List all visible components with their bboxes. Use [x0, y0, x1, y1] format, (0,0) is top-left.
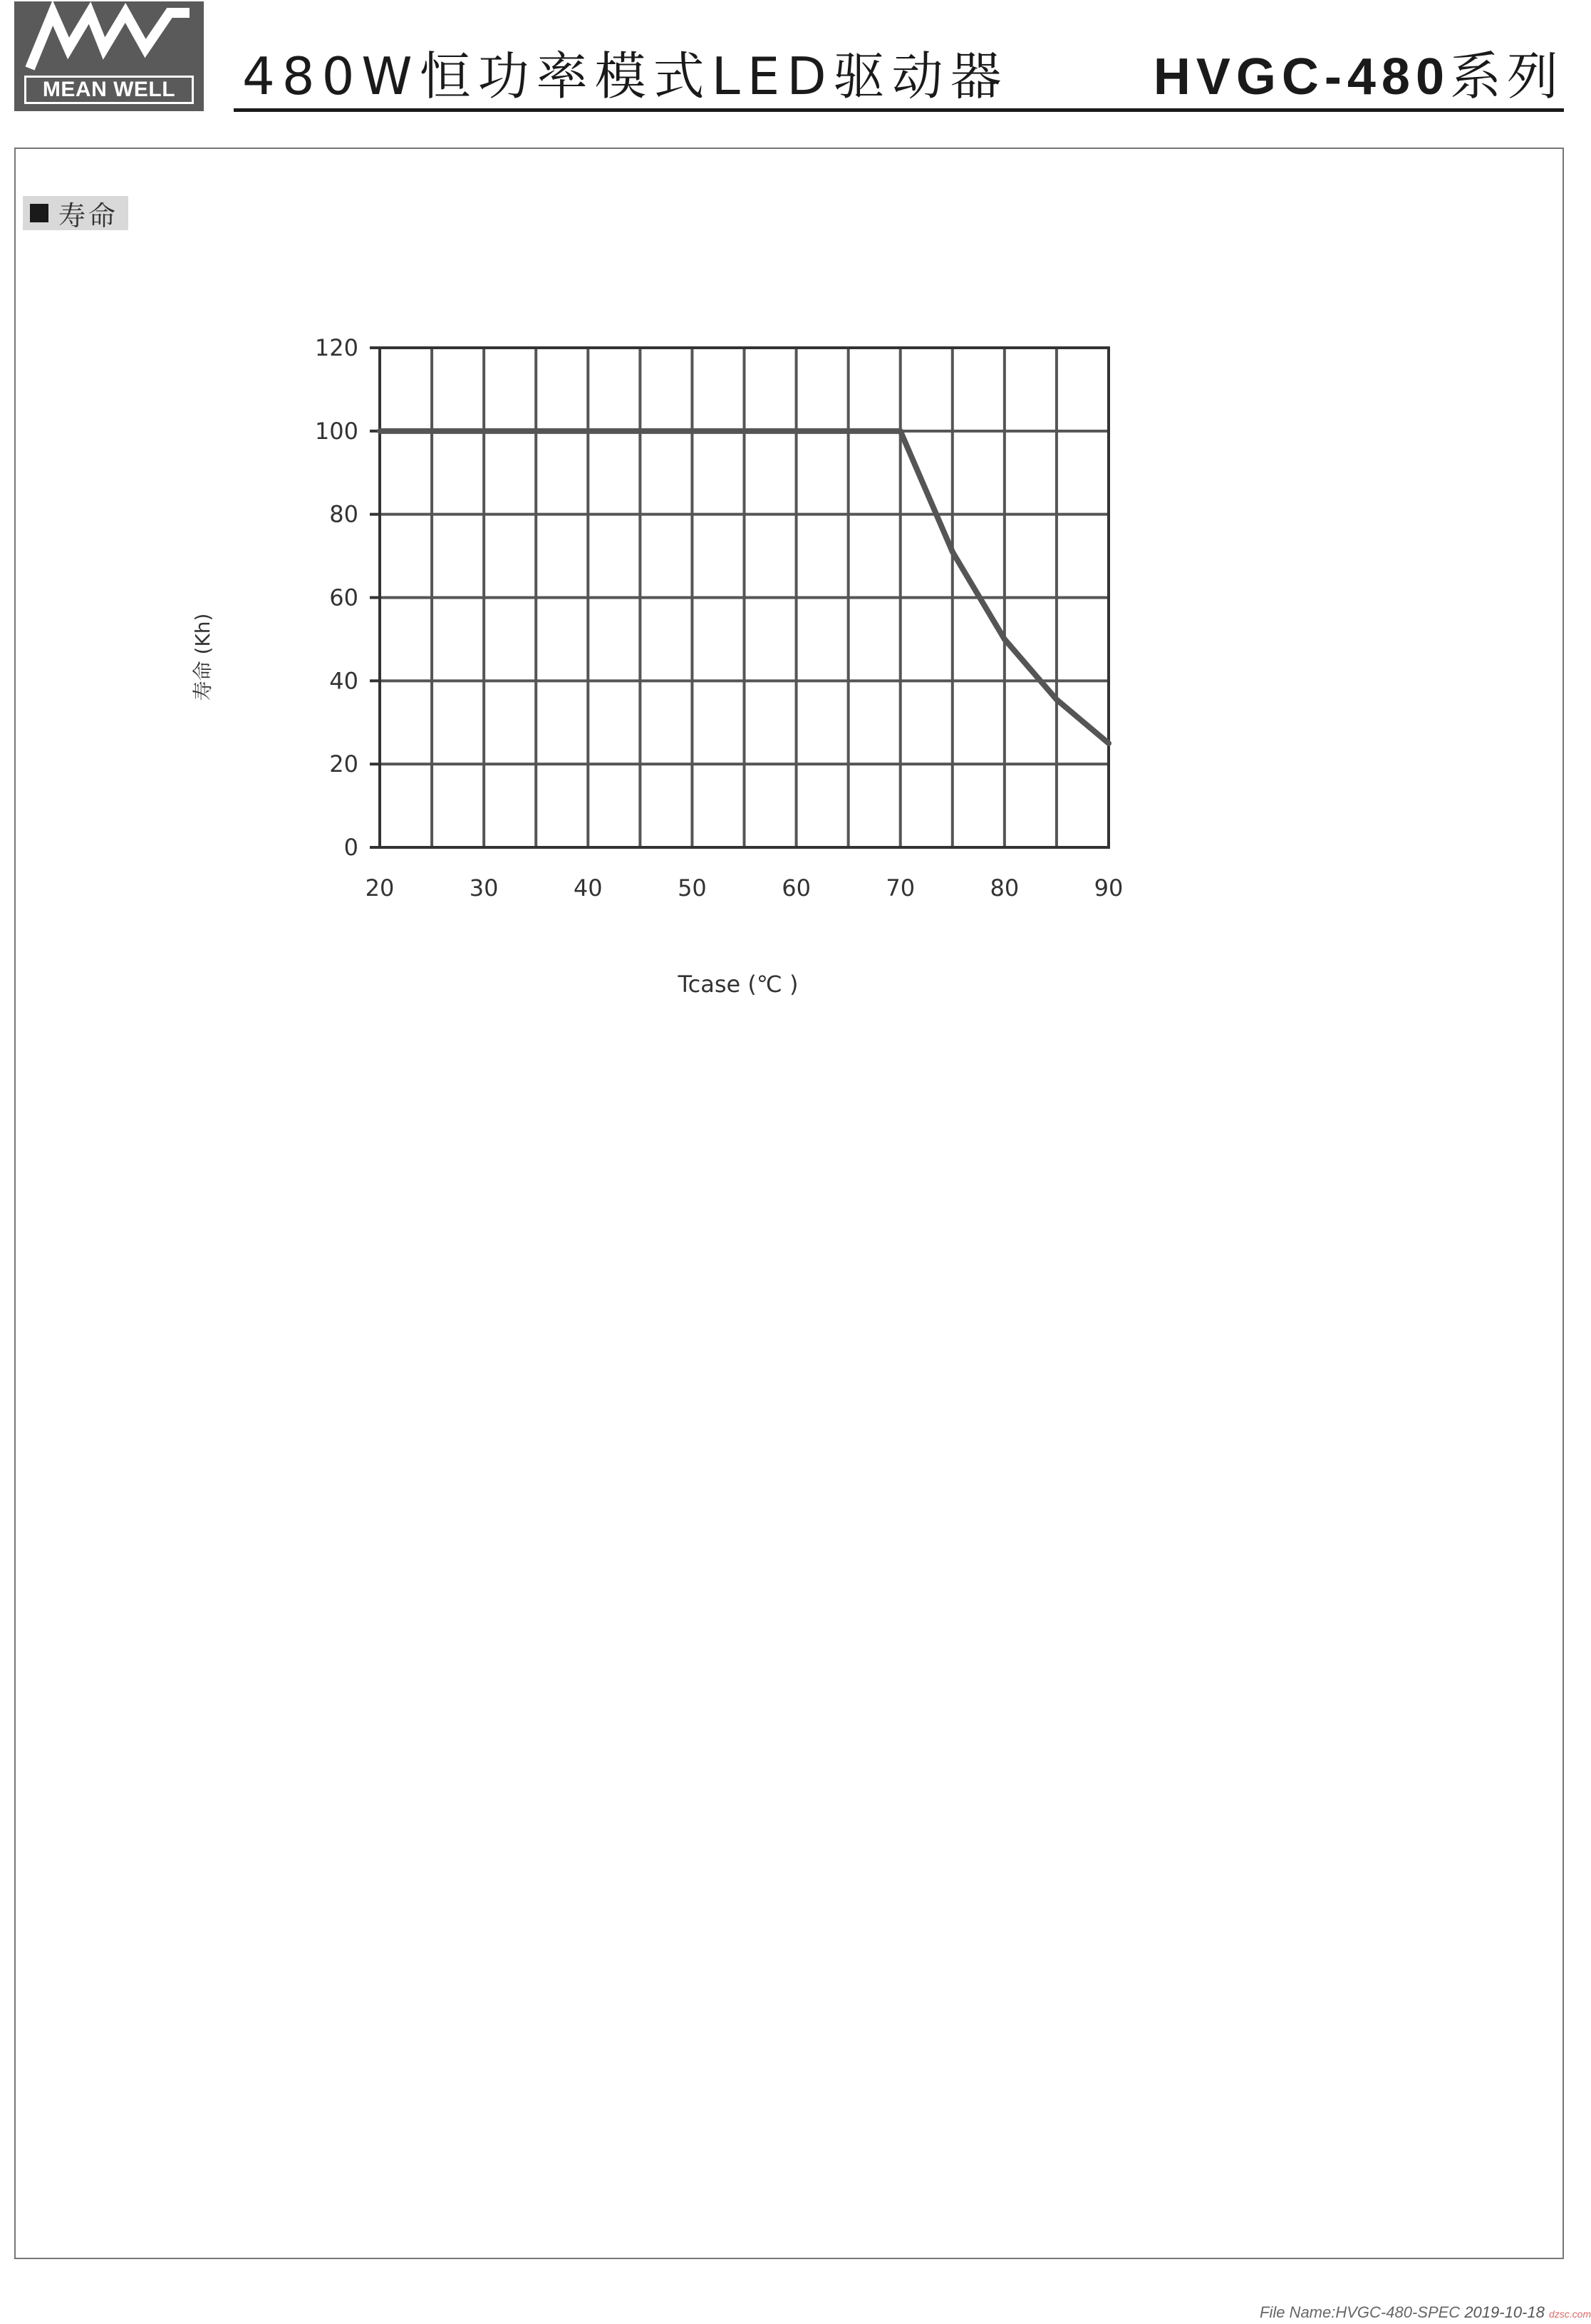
x-axis-label: Tcase (℃ ): [678, 971, 799, 998]
x-tick-label: 50: [678, 874, 707, 902]
y-axis-label: 寿命 (Kh): [191, 613, 214, 701]
x-tick-label: 60: [782, 874, 811, 902]
y-tick-label: 100: [314, 417, 358, 445]
footer: [1260, 2303, 1591, 2322]
logo-wordmark: MEAN WELL: [24, 76, 194, 104]
chart-grid: [380, 348, 1109, 847]
series-suffix: 系列: [1449, 46, 1564, 106]
y-tick-label: 40: [329, 667, 358, 695]
x-tick-label: 70: [886, 874, 916, 902]
model-number: HVGC-480: [1153, 48, 1450, 105]
footer-watermark: dzsc.com: [1548, 2308, 1591, 2320]
y-tick-label: 20: [329, 750, 358, 778]
footer-file-name: File Name:HVGC-480-SPEC: [1260, 2303, 1461, 2321]
x-tick-label: 30: [469, 874, 499, 902]
x-tick-label: 90: [1094, 874, 1124, 902]
x-tick-label: 20: [365, 874, 395, 902]
section-heading-label: 寿命: [58, 200, 119, 232]
y-tick-label: 120: [314, 334, 358, 361]
y-tick-label: 60: [329, 584, 358, 611]
footer-date: 2019-10-18: [1464, 2303, 1545, 2321]
y-tick-label: 0: [343, 834, 358, 861]
x-tick-label: 40: [573, 874, 603, 902]
lifetime-chart: [0, 0, 1578, 1069]
y-tick-label: 80: [329, 500, 358, 528]
page-title: 480W恒功率模式LED驱动器: [242, 46, 1009, 106]
chart-ticks: [315, 334, 1123, 902]
x-tick-label: 80: [990, 874, 1020, 902]
